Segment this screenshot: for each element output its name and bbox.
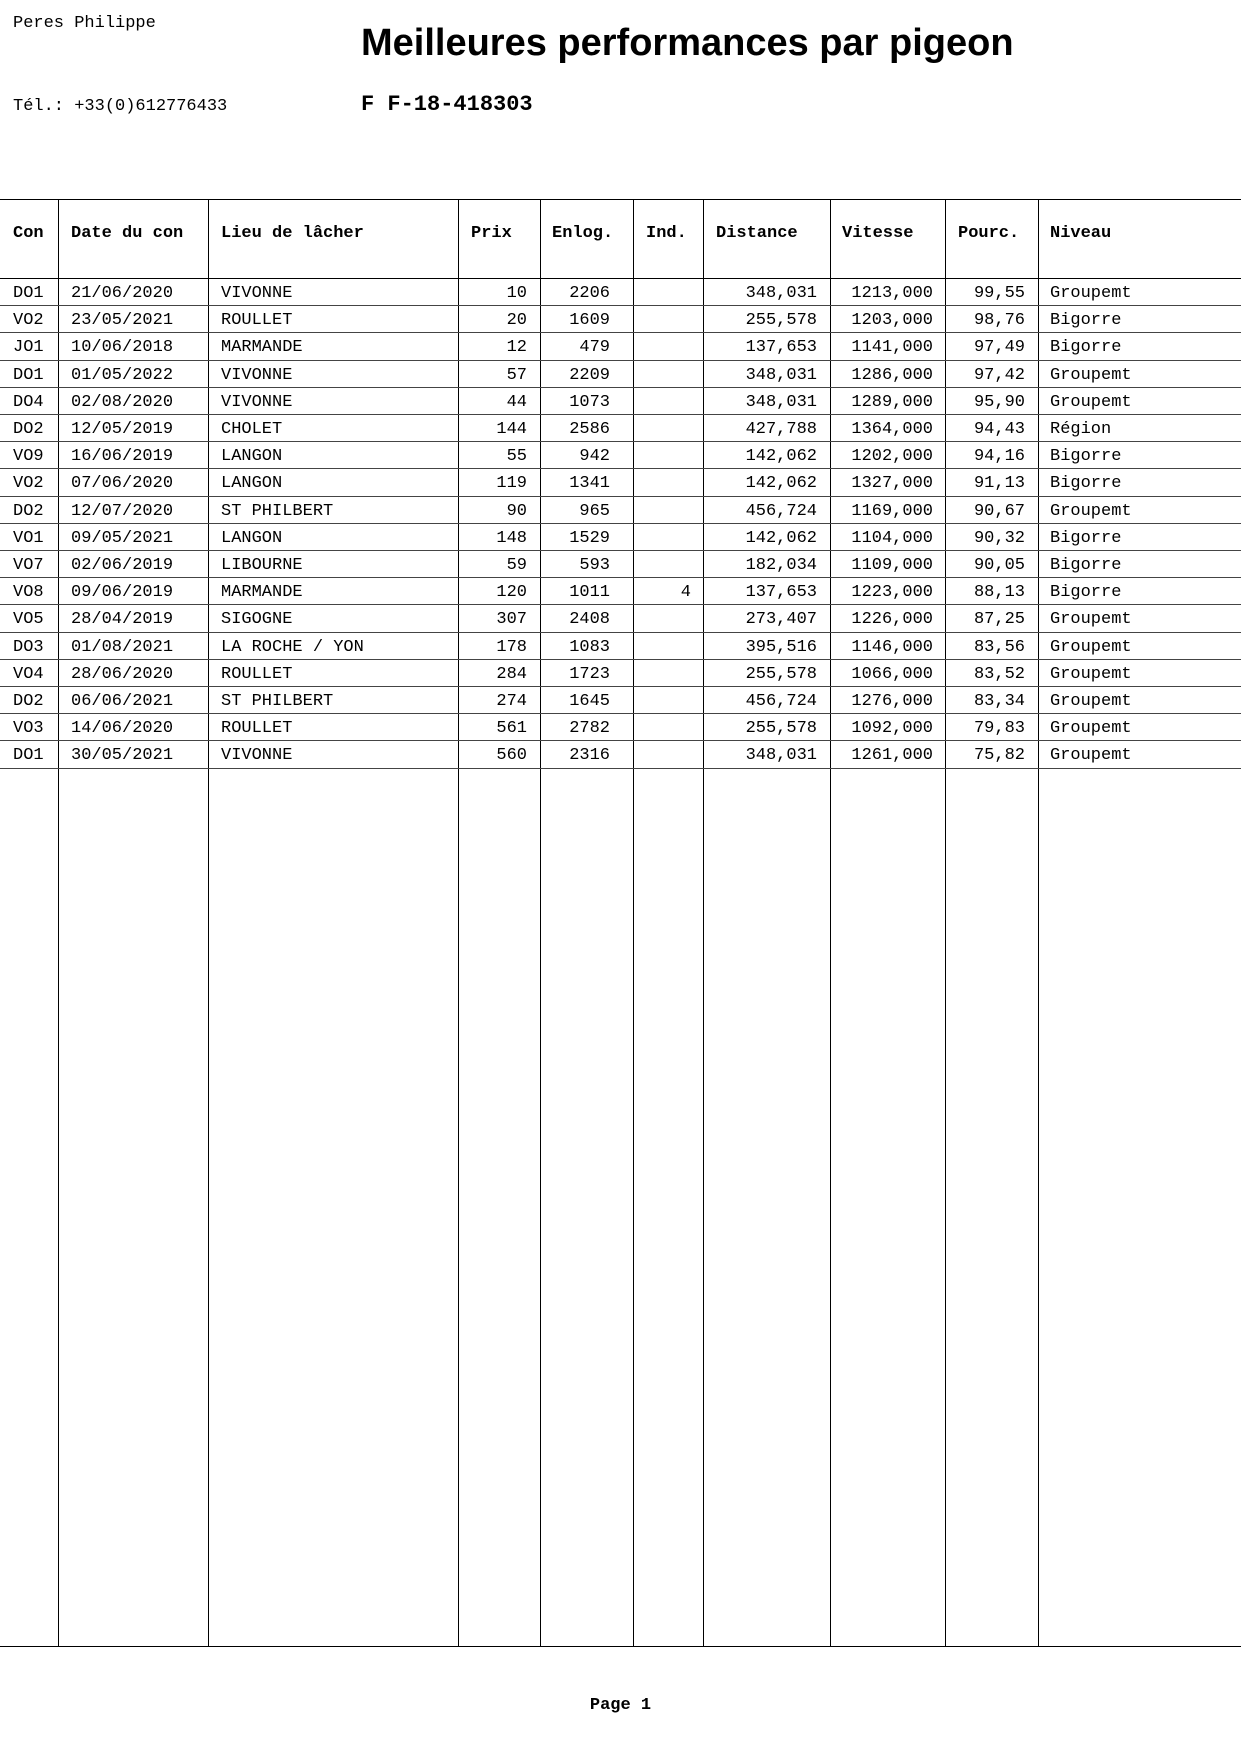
column-header-prix: Prix	[471, 224, 512, 243]
cell-enlog: 1609	[569, 311, 610, 331]
row-separator	[0, 604, 1241, 605]
row-separator	[0, 577, 1241, 578]
cell-date: 28/06/2020	[71, 664, 174, 684]
cell-lieu: MARMANDE	[221, 338, 303, 358]
cell-distance: 182,034	[745, 556, 817, 575]
cell-enlog: 1723	[569, 664, 610, 684]
cell-lieu: ROULLET	[221, 664, 293, 684]
cell-niveau: Bigorre	[1050, 528, 1122, 548]
cell-vitesse: 1223,000	[851, 583, 933, 603]
cell-con: VO2	[13, 474, 44, 494]
cell-prix: 274	[496, 692, 527, 711]
cell-prix: 10	[506, 284, 527, 303]
cell-enlog: 1083	[569, 637, 610, 657]
cell-date: 14/06/2020	[71, 719, 174, 739]
column-divider	[208, 200, 209, 1646]
cell-enlog: 1073	[569, 392, 610, 412]
cell-lieu: VIVONNE	[221, 392, 293, 412]
column-divider	[633, 200, 634, 1646]
cell-lieu: CHOLET	[221, 420, 283, 439]
cell-niveau: Région	[1050, 420, 1112, 439]
cell-vitesse: 1364,000	[851, 420, 933, 439]
cell-pourc: 97,42	[973, 365, 1025, 385]
cell-vitesse: 1327,000	[851, 474, 933, 494]
owner-name: Peres Philippe	[13, 14, 156, 33]
cell-con: DO2	[13, 692, 44, 711]
cell-distance: 137,653	[745, 338, 817, 358]
cell-vitesse: 1169,000	[851, 501, 933, 521]
cell-vitesse: 1104,000	[851, 528, 933, 548]
cell-pourc: 83,34	[973, 692, 1025, 711]
cell-niveau: Bigorre	[1050, 338, 1122, 358]
cell-niveau: Bigorre	[1050, 556, 1122, 575]
row-separator	[0, 414, 1241, 415]
cell-con: DO1	[13, 365, 44, 385]
cell-pourc: 87,25	[973, 610, 1025, 630]
cell-date: 02/06/2019	[71, 556, 174, 575]
cell-prix: 12	[506, 338, 527, 358]
cell-date: 16/06/2019	[71, 447, 174, 467]
column-divider	[830, 200, 831, 1646]
cell-pourc: 94,43	[973, 420, 1025, 439]
cell-enlog: 1341	[569, 474, 610, 494]
cell-con: DO2	[13, 420, 44, 439]
header-separator	[0, 278, 1241, 279]
cell-date: 01/05/2022	[71, 365, 174, 385]
row-separator	[0, 632, 1241, 633]
cell-lieu: ROULLET	[221, 311, 293, 331]
row-separator	[0, 659, 1241, 660]
cell-pourc: 97,49	[973, 338, 1025, 358]
page-title: Meilleures performances par pigeon	[361, 22, 1014, 64]
column-header-niveau: Niveau	[1050, 224, 1112, 243]
cell-niveau: Bigorre	[1050, 474, 1122, 494]
row-separator	[0, 441, 1241, 442]
cell-distance: 137,653	[745, 583, 817, 603]
cell-prix: 57	[506, 365, 527, 385]
cell-lieu: LA ROCHE / YON	[221, 637, 364, 657]
cell-vitesse: 1286,000	[851, 365, 933, 385]
cell-date: 07/06/2020	[71, 474, 174, 494]
cell-con: VO2	[13, 311, 44, 331]
column-header-ind: Ind.	[646, 224, 687, 243]
cell-con: DO2	[13, 501, 44, 521]
cell-lieu: VIVONNE	[221, 746, 293, 766]
cell-distance: 255,578	[745, 664, 817, 684]
cell-lieu: ST PHILBERT	[221, 501, 334, 521]
cell-vitesse: 1092,000	[851, 719, 933, 739]
cell-distance: 255,578	[745, 719, 817, 739]
column-divider	[540, 200, 541, 1646]
cell-vitesse: 1261,000	[851, 746, 933, 766]
cell-prix: 55	[506, 447, 527, 467]
cell-prix: 144	[496, 420, 527, 439]
pigeon-ring-number: F F-18-418303	[361, 92, 533, 117]
cell-vitesse: 1213,000	[851, 284, 933, 303]
cell-pourc: 75,82	[973, 746, 1025, 766]
row-separator	[0, 332, 1241, 333]
cell-pourc: 79,83	[973, 719, 1025, 739]
cell-pourc: 91,13	[973, 474, 1025, 494]
cell-niveau: Groupemt	[1050, 719, 1132, 739]
cell-lieu: VIVONNE	[221, 284, 293, 303]
cell-enlog: 593	[579, 556, 610, 575]
cell-lieu: ROULLET	[221, 719, 293, 739]
cell-distance: 142,062	[745, 474, 817, 494]
cell-prix: 561	[496, 719, 527, 739]
cell-niveau: Groupemt	[1050, 692, 1132, 711]
page-number	[0, 1696, 1241, 1715]
column-divider	[58, 200, 59, 1646]
cell-pourc: 88,13	[973, 583, 1025, 603]
cell-enlog: 2586	[569, 420, 610, 439]
cell-lieu: LANGON	[221, 528, 283, 548]
cell-prix: 148	[496, 528, 527, 548]
cell-prix: 20	[506, 311, 527, 331]
row-separator	[0, 496, 1241, 497]
cell-niveau: Bigorre	[1050, 447, 1122, 467]
cell-con: VO4	[13, 664, 44, 684]
page-number-label: Page 1	[589, 1696, 652, 1715]
cell-niveau: Groupemt	[1050, 365, 1132, 385]
row-separator	[0, 523, 1241, 524]
column-header-distance: Distance	[716, 224, 798, 243]
cell-vitesse: 1109,000	[851, 556, 933, 575]
cell-enlog: 2782	[569, 719, 610, 739]
column-header-vitesse: Vitesse	[842, 224, 914, 243]
cell-distance: 348,031	[745, 746, 817, 766]
row-separator	[0, 550, 1241, 551]
row-separator	[0, 305, 1241, 306]
cell-date: 30/05/2021	[71, 746, 174, 766]
cell-prix: 119	[496, 474, 527, 494]
row-separator	[0, 768, 1241, 769]
cell-enlog: 2316	[569, 746, 610, 766]
cell-vitesse: 1289,000	[851, 392, 933, 412]
cell-distance: 427,788	[745, 420, 817, 439]
column-header-con: Con	[13, 224, 44, 243]
cell-niveau: Groupemt	[1050, 284, 1132, 303]
cell-lieu: LIBOURNE	[221, 556, 303, 575]
cell-pourc: 90,05	[973, 556, 1025, 575]
cell-lieu: ST PHILBERT	[221, 692, 334, 711]
cell-niveau: Groupemt	[1050, 664, 1132, 684]
row-separator	[0, 713, 1241, 714]
cell-date: 12/07/2020	[71, 501, 174, 521]
cell-vitesse: 1226,000	[851, 610, 933, 630]
cell-pourc: 83,52	[973, 664, 1025, 684]
cell-con: DO4	[13, 392, 44, 412]
cell-con: VO1	[13, 528, 44, 548]
cell-con: JO1	[13, 338, 44, 358]
column-divider	[458, 200, 459, 1646]
cell-enlog: 1529	[569, 528, 610, 548]
cell-con: VO7	[13, 556, 44, 575]
cell-pourc: 99,55	[973, 284, 1025, 303]
row-separator	[0, 740, 1241, 741]
cell-distance: 348,031	[745, 284, 817, 303]
cell-pourc: 94,16	[973, 447, 1025, 467]
cell-enlog: 942	[579, 447, 610, 467]
cell-vitesse: 1146,000	[851, 637, 933, 657]
cell-niveau: Groupemt	[1050, 610, 1132, 630]
cell-lieu: MARMANDE	[221, 583, 303, 603]
column-header-pourc: Pourc.	[958, 224, 1020, 243]
cell-prix: 284	[496, 664, 527, 684]
cell-ind: 4	[680, 583, 691, 603]
cell-distance: 348,031	[745, 392, 817, 412]
cell-pourc: 90,32	[973, 528, 1025, 548]
row-separator	[0, 686, 1241, 687]
cell-distance: 142,062	[745, 447, 817, 467]
cell-vitesse: 1203,000	[851, 311, 933, 331]
row-separator	[0, 468, 1241, 469]
cell-prix: 120	[496, 583, 527, 603]
performance-table	[0, 199, 1241, 1647]
cell-distance: 456,724	[745, 501, 817, 521]
phone-number: Tél.: +33(0)612776433	[13, 97, 228, 116]
cell-con: VO9	[13, 447, 44, 467]
row-separator	[0, 360, 1241, 361]
cell-con: VO3	[13, 719, 44, 739]
cell-prix: 560	[496, 746, 527, 766]
cell-con: DO1	[13, 746, 44, 766]
cell-prix: 90	[506, 501, 527, 521]
cell-vitesse: 1202,000	[851, 447, 933, 467]
column-divider	[1038, 200, 1039, 1646]
cell-enlog: 2209	[569, 365, 610, 385]
cell-lieu: SIGOGNE	[221, 610, 293, 630]
cell-vitesse: 1066,000	[851, 664, 933, 684]
cell-enlog: 2206	[569, 284, 610, 303]
cell-distance: 273,407	[745, 610, 817, 630]
cell-date: 12/05/2019	[71, 420, 174, 439]
cell-distance: 255,578	[745, 311, 817, 331]
cell-niveau: Bigorre	[1050, 583, 1122, 603]
cell-niveau: Bigorre	[1050, 311, 1122, 331]
cell-date: 09/06/2019	[71, 583, 174, 603]
cell-date: 23/05/2021	[71, 311, 174, 331]
column-header-enlog: Enlog.	[552, 224, 614, 243]
cell-lieu: LANGON	[221, 447, 283, 467]
row-separator	[0, 387, 1241, 388]
cell-vitesse: 1276,000	[851, 692, 933, 711]
cell-niveau: Groupemt	[1050, 501, 1132, 521]
cell-date: 21/06/2020	[71, 284, 174, 303]
cell-date: 01/08/2021	[71, 637, 174, 657]
cell-lieu: LANGON	[221, 474, 283, 494]
cell-pourc: 95,90	[973, 392, 1025, 412]
cell-prix: 44	[506, 392, 527, 412]
cell-con: DO3	[13, 637, 44, 657]
cell-date: 09/05/2021	[71, 528, 174, 548]
cell-con: DO1	[13, 284, 44, 303]
cell-vitesse: 1141,000	[851, 338, 933, 358]
cell-prix: 59	[506, 556, 527, 575]
column-divider	[945, 200, 946, 1646]
cell-distance: 348,031	[745, 365, 817, 385]
cell-distance: 395,516	[745, 637, 817, 657]
cell-distance: 142,062	[745, 528, 817, 548]
cell-niveau: Groupemt	[1050, 637, 1132, 657]
cell-enlog: 965	[579, 501, 610, 521]
cell-date: 02/08/2020	[71, 392, 174, 412]
cell-pourc: 98,76	[973, 311, 1025, 331]
column-header-lieu: Lieu de lâcher	[221, 224, 364, 243]
cell-enlog: 479	[579, 338, 610, 358]
cell-con: VO8	[13, 583, 44, 603]
cell-enlog: 1645	[569, 692, 610, 711]
cell-niveau: Groupemt	[1050, 746, 1132, 766]
cell-enlog: 1011	[569, 583, 610, 603]
cell-prix: 178	[496, 637, 527, 657]
cell-date: 28/04/2019	[71, 610, 174, 630]
cell-distance: 456,724	[745, 692, 817, 711]
cell-enlog: 2408	[569, 610, 610, 630]
cell-niveau: Groupemt	[1050, 392, 1132, 412]
cell-date: 10/06/2018	[71, 338, 174, 358]
column-divider	[703, 200, 704, 1646]
cell-pourc: 90,67	[973, 501, 1025, 521]
cell-lieu: VIVONNE	[221, 365, 293, 385]
column-header-date: Date du con	[71, 224, 184, 243]
cell-prix: 307	[496, 610, 527, 630]
cell-con: VO5	[13, 610, 44, 630]
cell-date: 06/06/2021	[71, 692, 174, 711]
cell-pourc: 83,56	[973, 637, 1025, 657]
